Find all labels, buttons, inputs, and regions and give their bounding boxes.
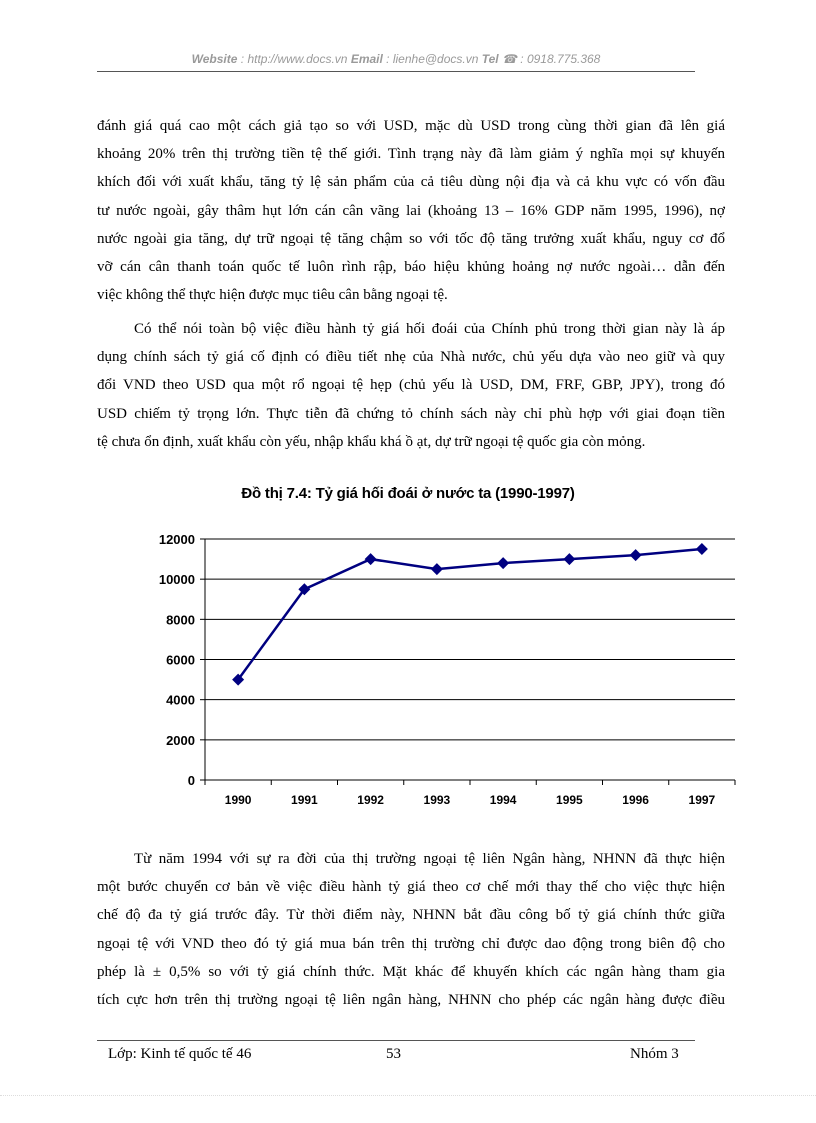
text-line: Có thể nói toàn bộ việc điều hành tỷ giá hối đoái của Chính phủ trong thời gian này là áp (134, 321, 725, 337)
x-tick-label: 1993 (423, 793, 451, 807)
data-point (497, 557, 509, 569)
text-line: đổi VND theo USD qua một rổ ngoại tệ hẹp (chủ yếu là USD, DM, FRF, GBP, JPY), trong đó (97, 377, 725, 394)
website-label: Website (191, 52, 238, 66)
x-tick-label: 1996 (622, 793, 649, 807)
text-line: vỡ cán cân thanh toán quốc tế luôn rình rập, báo hiệu khủng hoảng nợ nước ngoài… dẫn đến (97, 259, 725, 276)
y-tick-label: 6000 (166, 652, 195, 668)
tel-label: Tel (481, 52, 499, 66)
tel-value: ☎ : 0918.775.368 (498, 52, 601, 66)
x-tick-label: 1991 (291, 793, 318, 807)
text-line: ngoại tệ với VND theo đó tỷ giá mua bán trên thị trường chỉ được dao động trong biên độ cho (97, 935, 725, 952)
x-tick-label: 1994 (489, 793, 517, 807)
email-label: Email (350, 52, 383, 66)
x-tick-label: 1990 (224, 793, 252, 807)
y-tick-label: 12000 (158, 532, 195, 547)
data-point (365, 553, 377, 565)
y-tick-label: 2000 (166, 732, 195, 748)
footer-group: Nhóm 3 (630, 1046, 679, 1062)
x-tick-label: 1995 (556, 793, 583, 807)
page-edge (0, 1095, 816, 1096)
text-line: một bước chuyển cơ bản về việc điều hành tỷ giá theo cơ chế mới thay thế cho việc thực hiện (97, 879, 725, 896)
footer-rule (97, 1040, 695, 1041)
chart-title: Đồ thị 7.4: Tỷ giá hối đoái ở nước ta (1990-1997) (241, 485, 575, 502)
text-line: chế độ đa tỷ giá trước đây. Từ thời điểm này, NHNN bắt đầu công bố tỷ giá chính thức giữa (97, 907, 725, 924)
text-line: USD chiếm tỷ trọng lớn. Thực tiễn đã chứng tỏ chính sách này chỉ phù hợp với giai đoạn tiền (97, 405, 725, 422)
header-rule (97, 71, 695, 72)
text-line: phép là ± 0,5% so với tỷ giá chính thức. Mặt khác để khuyến khích các ngân hàng tham gia (97, 963, 725, 980)
paragraph-1 (97, 112, 725, 309)
page-number: 53 (386, 1046, 401, 1062)
text-line: đánh giá quá cao một cách giả tạo so với USD, mặc dù USD trong cùng thời gian đã lên giá (97, 118, 725, 134)
data-point (696, 543, 708, 555)
y-tick-label: 8000 (166, 612, 195, 628)
text-line: khích đối với xuất khẩu, tăng tỷ lệ sản phẩm của cả tiêu dùng nội địa và cả khu vực có vốn đầu (97, 174, 725, 191)
text-line: Từ năm 1994 với sự ra đời của thị trường ngoại tệ liên Ngân hàng, NHNN đã thực hiện (134, 851, 725, 867)
text-line: khoảng 20% trên thị trường tiền tệ thế giới. Tình trạng này đã làm giảm ý nghĩa mọi sự khuyến (97, 146, 725, 163)
y-tick-label: 0 (187, 773, 195, 788)
data-point (630, 549, 642, 561)
paragraph-2 (97, 315, 725, 456)
exchange-rate-chart (140, 525, 740, 810)
data-point (563, 553, 575, 565)
email-value: : lienhe@docs.vn (382, 52, 482, 66)
y-tick-label: 10000 (158, 572, 195, 588)
series-line (238, 549, 702, 680)
x-tick-label: 1992 (357, 793, 384, 807)
text-line: tích cực hơn trên thị trường ngoại tệ liên ngân hàng, NHNN cho phép các ngân hàng được điều (97, 992, 725, 1009)
page-header (97, 52, 695, 66)
text-line: nước ngoài gia tăng, dự trữ ngoại tệ tăng chậm so với tốc độ tăng trưởng xuất khẩu, nguy cơ đổ (97, 230, 725, 247)
text-line: tệ chưa ổn định, xuất khẩu còn yếu, nhập khẩu khá ồ ạt, dự trữ ngoại tệ quốc gia còn mỏng. (97, 433, 646, 450)
footer-class: Lớp: Kinh tế quốc tế 46 (108, 1046, 252, 1062)
data-point (431, 563, 443, 575)
website-value: : http://www.docs.vn (237, 52, 351, 66)
paragraph-3 (97, 845, 725, 1014)
text-line: việc không thể thực hiện được mục tiêu cân bằng ngoại tệ. (97, 287, 448, 304)
x-tick-label: 1997 (688, 793, 716, 807)
text-line: dụng chính sách tỷ giá cố định có điều tiết nhẹ của Nhà nước, chủ yếu dựa vào neo giữ và quy (97, 349, 725, 366)
y-tick-label: 4000 (166, 692, 195, 708)
text-line: tư nước ngoài, gây thâm hụt lớn cán cân vãng lai (khoảng 13 – 16% GDP năm 1995, 1996), nợ (97, 202, 725, 219)
